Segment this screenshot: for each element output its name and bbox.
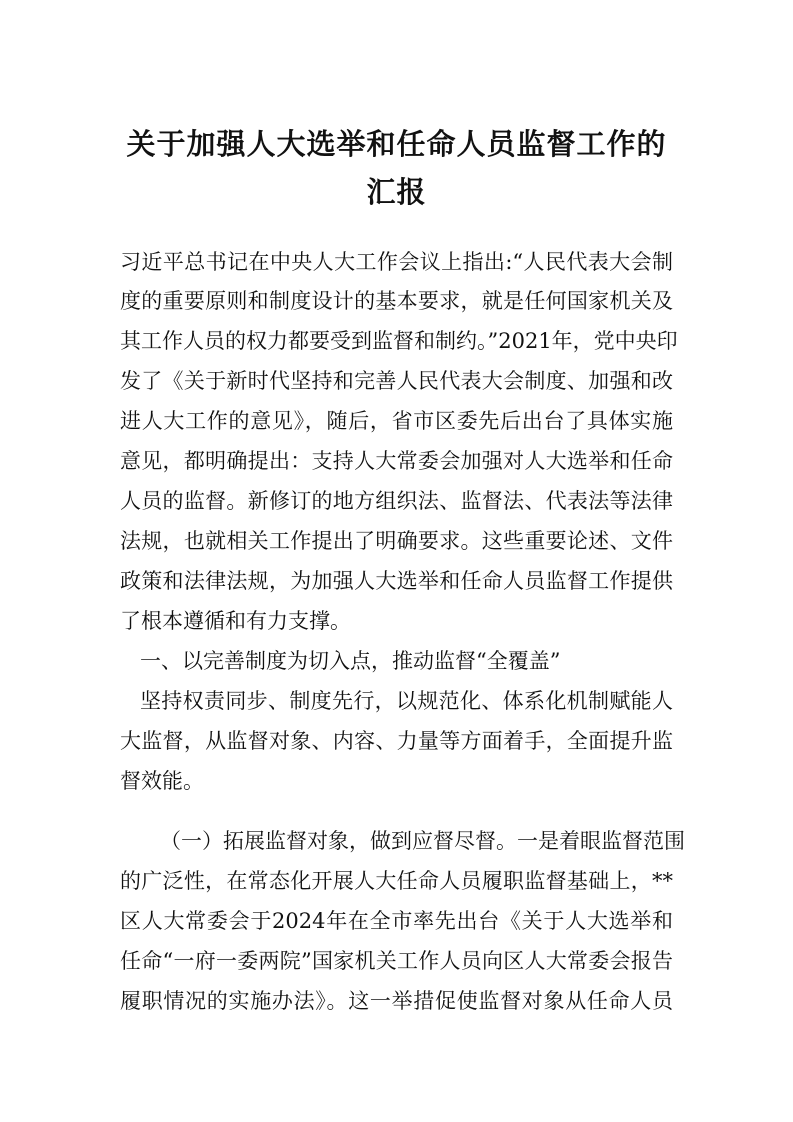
section-heading: 一、以完善制度为切入点，推动监督“全覆盖” xyxy=(140,649,561,673)
paragraph-line: 政策和法律法规，为加强人大选举和任命人员监督工作提供 xyxy=(120,569,673,593)
document-title-line-1: 关于加强人大选举和任命人员监督工作的 xyxy=(126,127,667,161)
paragraph-line: 的广泛性，在常态化开展人大任命人员履职监督基础上，** xyxy=(120,869,673,893)
paragraph-line: 习近平总书记在中央人大工作会议上指出:“人民代表大会制 xyxy=(120,250,673,274)
paragraph-line: 了根本遵循和有力支撑。 xyxy=(120,609,351,633)
paragraph-line: 履职情况的实施办法》。这一举措促使监督对象从任命人员 xyxy=(120,989,673,1013)
paragraph-line: 发了《关于新时代坚持和完善人民代表大会制度、加强和改 xyxy=(120,369,673,393)
paragraph-line: 督效能。 xyxy=(120,769,204,793)
paragraph-line: 度的重要原则和制度设计的基本要求，就是任何国家机关及 xyxy=(120,289,673,313)
paragraph-line: 进人大工作的意见》，随后，省市区委先后出台了具体实施 xyxy=(120,409,673,433)
paragraph-line: 区人大常委会于2024年在全市率先出台《关于人大选举和 xyxy=(120,909,673,933)
paragraph-line: 意见，都明确提出：支持人大常委会加强对人大选举和任命 xyxy=(120,449,673,473)
paragraph-line: 法规，也就相关工作提出了明确要求。这些重要论述、文件 xyxy=(120,529,673,553)
paragraph-line: 人员的监督。新修订的地方组织法、监督法、代表法等法律 xyxy=(120,489,673,513)
paragraph-line: 大监督，从监督对象、内容、力量等方面着手，全面提升监 xyxy=(120,729,673,753)
subsection-line: （一）拓展监督对象，做到应督尽督。一是着眼监督范围 xyxy=(160,829,685,853)
paragraph-line: 其工作人员的权力都要受到监督和制约。”2021年，党中央印 xyxy=(120,329,678,353)
paragraph-line: 坚持权责同步、制度先行，以规范化、体系化机制赋能人 xyxy=(140,689,673,713)
document-title-line-2: 汇报 xyxy=(366,175,427,209)
paragraph-line: 任命“一府一委两院”国家机关工作人员向区人大常委会报告 xyxy=(120,949,673,973)
